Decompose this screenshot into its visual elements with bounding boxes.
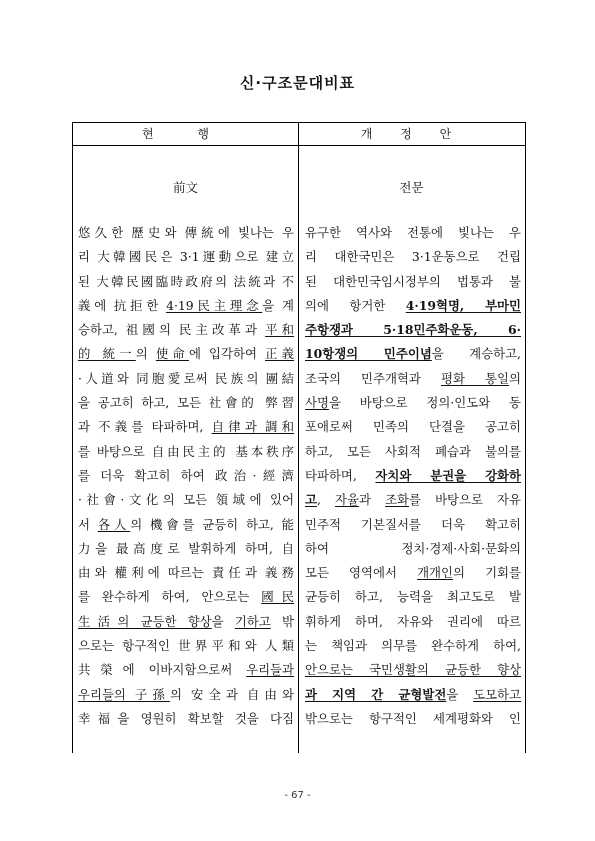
text-line [78, 585, 294, 609]
text-line [305, 585, 521, 609]
proposed-text-column [305, 221, 521, 731]
text-segment: ·社會·文化의 모든 領域에 있어 [78, 492, 294, 508]
text-segment: 的 統一 [78, 346, 136, 362]
text-segment: 4·19혁명, 부마민 [405, 297, 521, 313]
text-line [305, 513, 521, 537]
comparison-table [72, 122, 526, 753]
text-line [78, 464, 294, 488]
text-segment: 幸福을 영원히 확보할 것을 다짐 [78, 710, 294, 726]
text-segment: 민주적 기본질서를 더욱 확고히 [305, 516, 521, 532]
text-segment: 自律과 調和 [211, 419, 294, 435]
text-segment: 의 [135, 346, 156, 362]
text-line [305, 245, 521, 269]
text-segment: 의 機會를 균등히 하고, 能 [130, 516, 294, 532]
text-segment: 승하고, 祖國의 民主改革과 [78, 322, 266, 338]
text-segment: 조화 [385, 492, 410, 508]
text-line [78, 537, 294, 561]
text-line [78, 513, 294, 537]
text-line [305, 367, 521, 391]
text-segment: 力을 最高度로 발휘하게 하며, 自 [78, 540, 294, 556]
text-segment: 자치와 분권을 강화하 [375, 467, 521, 483]
text-line [78, 415, 294, 439]
text-segment: 우리들과 [246, 662, 294, 678]
text-line [78, 683, 294, 707]
text-segment: 義에 抗拒한 [78, 297, 167, 313]
text-segment: 國民 [261, 589, 294, 605]
text-segment: 을 계 [262, 297, 294, 313]
text-segment: ·人道와 同胞愛로써 民族의 團結 [78, 370, 294, 386]
text-segment: 을 [446, 686, 474, 702]
text-segment: 에 입각하여 [188, 346, 266, 362]
text-line [305, 561, 521, 585]
text-segment: 正義 [265, 346, 294, 362]
text-segment: 를 완수하게 하여, 안으로는 [78, 589, 262, 605]
section-title-current: 前文 [172, 180, 198, 195]
text-segment: 과 지역 간 균형발전 [305, 686, 447, 702]
text-line [305, 415, 521, 439]
text-line [305, 318, 521, 342]
text-line [305, 294, 521, 318]
text-segment: 주항쟁과 5·18민주화운동, 6· [305, 322, 521, 338]
text-segment: 된 大韓民國臨時政府의 法統과 不 [78, 273, 294, 289]
text-line [305, 610, 521, 634]
text-line [78, 658, 294, 682]
text-segment: 모든 영역에서 [305, 565, 418, 581]
text-segment: 하여 정치·경제·사회·문화의 [305, 540, 521, 556]
text-segment: 안으로는 국민생활의 균등한 향상 [305, 662, 521, 678]
text-line [78, 440, 294, 464]
text-line [78, 610, 294, 634]
text-line [305, 270, 521, 294]
text-segment: 과 [358, 492, 386, 508]
text-segment: 평화 통일 [441, 370, 509, 386]
column-divider [298, 123, 299, 753]
text-line [78, 391, 294, 415]
text-segment: 으로는 항구적인 世界平和와 人類 [78, 638, 294, 654]
text-segment: 포애로써 민족의 단결을 공고히 [305, 419, 521, 435]
text-segment: 개개인 [417, 565, 453, 581]
text-segment: 使命 [155, 346, 189, 362]
header-current: 현 행 [73, 123, 298, 146]
text-segment: 生活의 균등한 향상 [78, 613, 212, 629]
text-line [78, 270, 294, 294]
text-segment: 하고, 모든 사회적 폐습과 불의를 [305, 443, 521, 459]
text-segment: 을 [211, 613, 235, 629]
text-line [78, 561, 294, 585]
text-line [305, 488, 521, 512]
text-segment: 된 대한민국임시정부의 법통과 불 [305, 273, 521, 289]
current-text-column [78, 221, 294, 731]
text-segment: 조국의 민주개혁과 [305, 370, 441, 386]
text-segment: 平和 [265, 322, 294, 338]
text-segment: 의 [509, 370, 521, 386]
text-segment: 고 [305, 492, 317, 508]
text-line [305, 464, 521, 488]
text-line [305, 634, 521, 658]
section-title-proposed: 전문 [399, 180, 424, 195]
text-line [78, 342, 294, 366]
text-segment: 共榮에 이바지함으로써 [78, 662, 247, 678]
text-line [305, 537, 521, 561]
text-segment: 의 기회를 [452, 565, 521, 581]
text-segment: 由와 權利에 따르는 責任과 義務 [78, 565, 294, 581]
text-segment: 밖으로는 항구적인 세계평화와 인 [305, 710, 521, 726]
text-segment: 의 安全과 自由와 [169, 686, 294, 702]
text-segment: 는 책임과 의무를 완수하게 하여, [305, 638, 521, 654]
text-segment: 자율 [335, 492, 359, 508]
text-line [305, 707, 521, 731]
text-segment: , [316, 492, 336, 508]
text-line [305, 683, 521, 707]
text-line [78, 707, 294, 731]
text-segment: 4·19民主理念 [166, 297, 263, 313]
text-line [78, 367, 294, 391]
text-line [305, 221, 521, 245]
text-segment: 휘하게 하며, 자유와 권리에 따르 [305, 613, 521, 629]
text-segment: 유구한 역사와 전통에 빛나는 우 [305, 225, 521, 240]
header-proposed: 개 정 안 [299, 123, 525, 146]
text-line [305, 658, 521, 682]
text-segment: 리 대한국민은 3·1운동으로 건립 [305, 249, 521, 265]
text-segment: 사명 [305, 395, 329, 411]
text-segment: 을 공고히 하고, 모든 社會的 弊習 [78, 395, 294, 411]
text-segment: 를 더욱 확고히 하여 政治·經濟 [78, 467, 294, 483]
text-segment: 을 계승하고, [431, 346, 521, 362]
text-segment: 10항쟁의 민주이념 [305, 346, 432, 362]
text-line [305, 391, 521, 415]
text-segment: 과 不義를 타파하며, [78, 419, 212, 435]
text-line [305, 440, 521, 464]
text-line [78, 318, 294, 342]
document-title: 신·구조문대비표 [239, 74, 356, 92]
text-line [78, 634, 294, 658]
text-line [78, 221, 294, 245]
page-number: - 67 - [284, 790, 311, 801]
text-line [78, 294, 294, 318]
text-segment: 의에 항거한 [305, 297, 406, 313]
text-segment: 를 바탕으로 自由民主的 基本秩序 [78, 443, 294, 459]
text-segment: 各人 [97, 516, 131, 532]
text-segment: 를 바탕으로 자유 [409, 492, 521, 508]
text-segment: 우리들의 子孫 [78, 686, 170, 702]
text-segment: 悠久한 歷史와 傳統에 빛나는 우 [78, 225, 294, 240]
text-segment: 타파하며, [305, 467, 376, 483]
text-line [78, 488, 294, 512]
text-segment: 리 大韓國民은 3·1運動으로 建立 [78, 249, 294, 265]
text-line [78, 245, 294, 269]
text-segment: 기하고 [234, 613, 271, 629]
text-segment: 밖 [270, 613, 294, 629]
text-segment: 균등히 하고, 능력을 최고도로 발 [305, 589, 521, 605]
text-segment: 을 바탕으로 정의·인도와 동 [328, 395, 521, 411]
text-segment: 서 [78, 516, 98, 532]
text-segment: 도모하고 [473, 686, 521, 702]
text-line [305, 342, 521, 366]
